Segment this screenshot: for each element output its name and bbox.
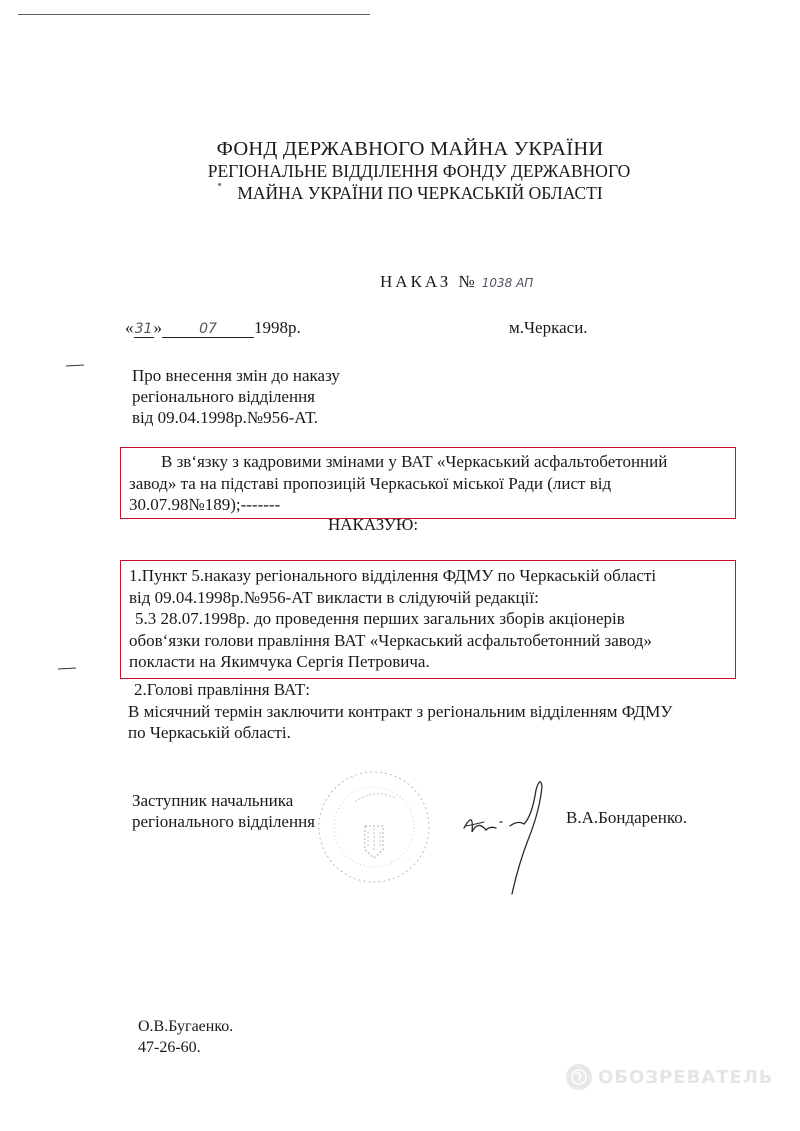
date-month: 07	[162, 321, 254, 338]
highlight-box-preamble	[120, 447, 736, 519]
order-heading	[380, 272, 533, 292]
signatory-name: В.А.Бондаренко.	[566, 808, 687, 827]
item-1-line: 5.3 28.07.1998р. до проведення перших загальних зборів акціонерів	[135, 609, 625, 628]
binder-hole-mark	[66, 365, 84, 367]
highlight-box-item-1	[120, 560, 736, 679]
order-directive: НАКАЗУЮ:	[328, 515, 419, 534]
scan-edge-line	[18, 14, 370, 15]
subject-line: Про внесення змін до наказу	[132, 366, 340, 385]
item-2-line: по Черкаській області.	[128, 723, 291, 742]
handwritten-signature	[460, 770, 570, 900]
order-subject	[132, 365, 340, 428]
item-1-text	[129, 565, 733, 673]
preamble-line: В зв‘язку з кадровими змінами у ВАТ «Черкаський асфальтобетонний	[161, 452, 668, 471]
item-1-line: обов‘язки голови правління ВАТ «Черкаський асфальтобетонний завод»	[129, 630, 652, 650]
letterhead-line-1: ФОНД ДЕРЖАВНОГО МАЙНА УКРАЇНИ	[216, 138, 604, 160]
date-year: 1998р.	[254, 318, 301, 337]
subject-line: від 09.04.1998р.№956-АТ.	[132, 408, 318, 427]
item-1-line: покласти на Якимчука Сергія Петровича.	[129, 652, 430, 671]
order-title: НАКАЗ №	[380, 272, 478, 291]
subject-line: регіонального відділення	[132, 387, 315, 406]
order-date	[125, 318, 301, 338]
letterhead-line-3: МАЙНА УКРАЇНИ ПО ЧЕРКАСЬКІЙ ОБЛАСТІ	[237, 183, 603, 203]
city: м.Черкаси.	[509, 318, 588, 337]
item-2	[128, 679, 738, 744]
watermark-text: ОБОЗРЕВАТЕЛЬ	[598, 1066, 774, 1088]
contact-phone: 47-26-60.	[138, 1039, 201, 1056]
preamble-line: 30.07.98№189);-------	[129, 495, 281, 514]
date-day: 31	[134, 321, 153, 337]
letterhead	[0, 138, 800, 204]
letterhead-line-2: РЕГІОНАЛЬНЕ ВІДДІЛЕННЯ ФОНДУ ДЕРЖАВНОГО	[207, 161, 631, 181]
watermark	[566, 1064, 774, 1090]
item-2-line: 2.Голові правління ВАТ:	[134, 680, 310, 699]
item-1-line: від 09.04.1998р.№956-АТ викласти в слідуючій редакції:	[129, 587, 539, 607]
scan-speck	[218, 183, 221, 186]
date-close-quote: »	[153, 318, 162, 337]
official-stamp	[315, 768, 433, 886]
contact-name: О.В.Бугаенко.	[138, 1018, 234, 1035]
globe-icon	[566, 1064, 592, 1090]
signatory-position-line: регіонального відділення	[132, 812, 315, 831]
binder-hole-mark	[58, 668, 76, 670]
signatory-position	[132, 790, 315, 832]
item-2-line: В місячний термін заключити контракт з регіональним відділенням ФДМУ	[128, 701, 673, 721]
preamble-line: завод» та на підставі пропозицій Черкаської міської Ради (лист від	[129, 473, 612, 493]
date-open-quote: «	[125, 318, 134, 337]
contact-info	[138, 1016, 233, 1058]
signatory-position-line: Заступник начальника	[132, 791, 294, 810]
preamble-text	[129, 451, 733, 516]
item-1-line: 1.Пункт 5.наказу регіонального відділення ФДМУ по Черкаській області	[129, 566, 657, 585]
order-number-handwritten: 1038 АП	[481, 276, 534, 290]
